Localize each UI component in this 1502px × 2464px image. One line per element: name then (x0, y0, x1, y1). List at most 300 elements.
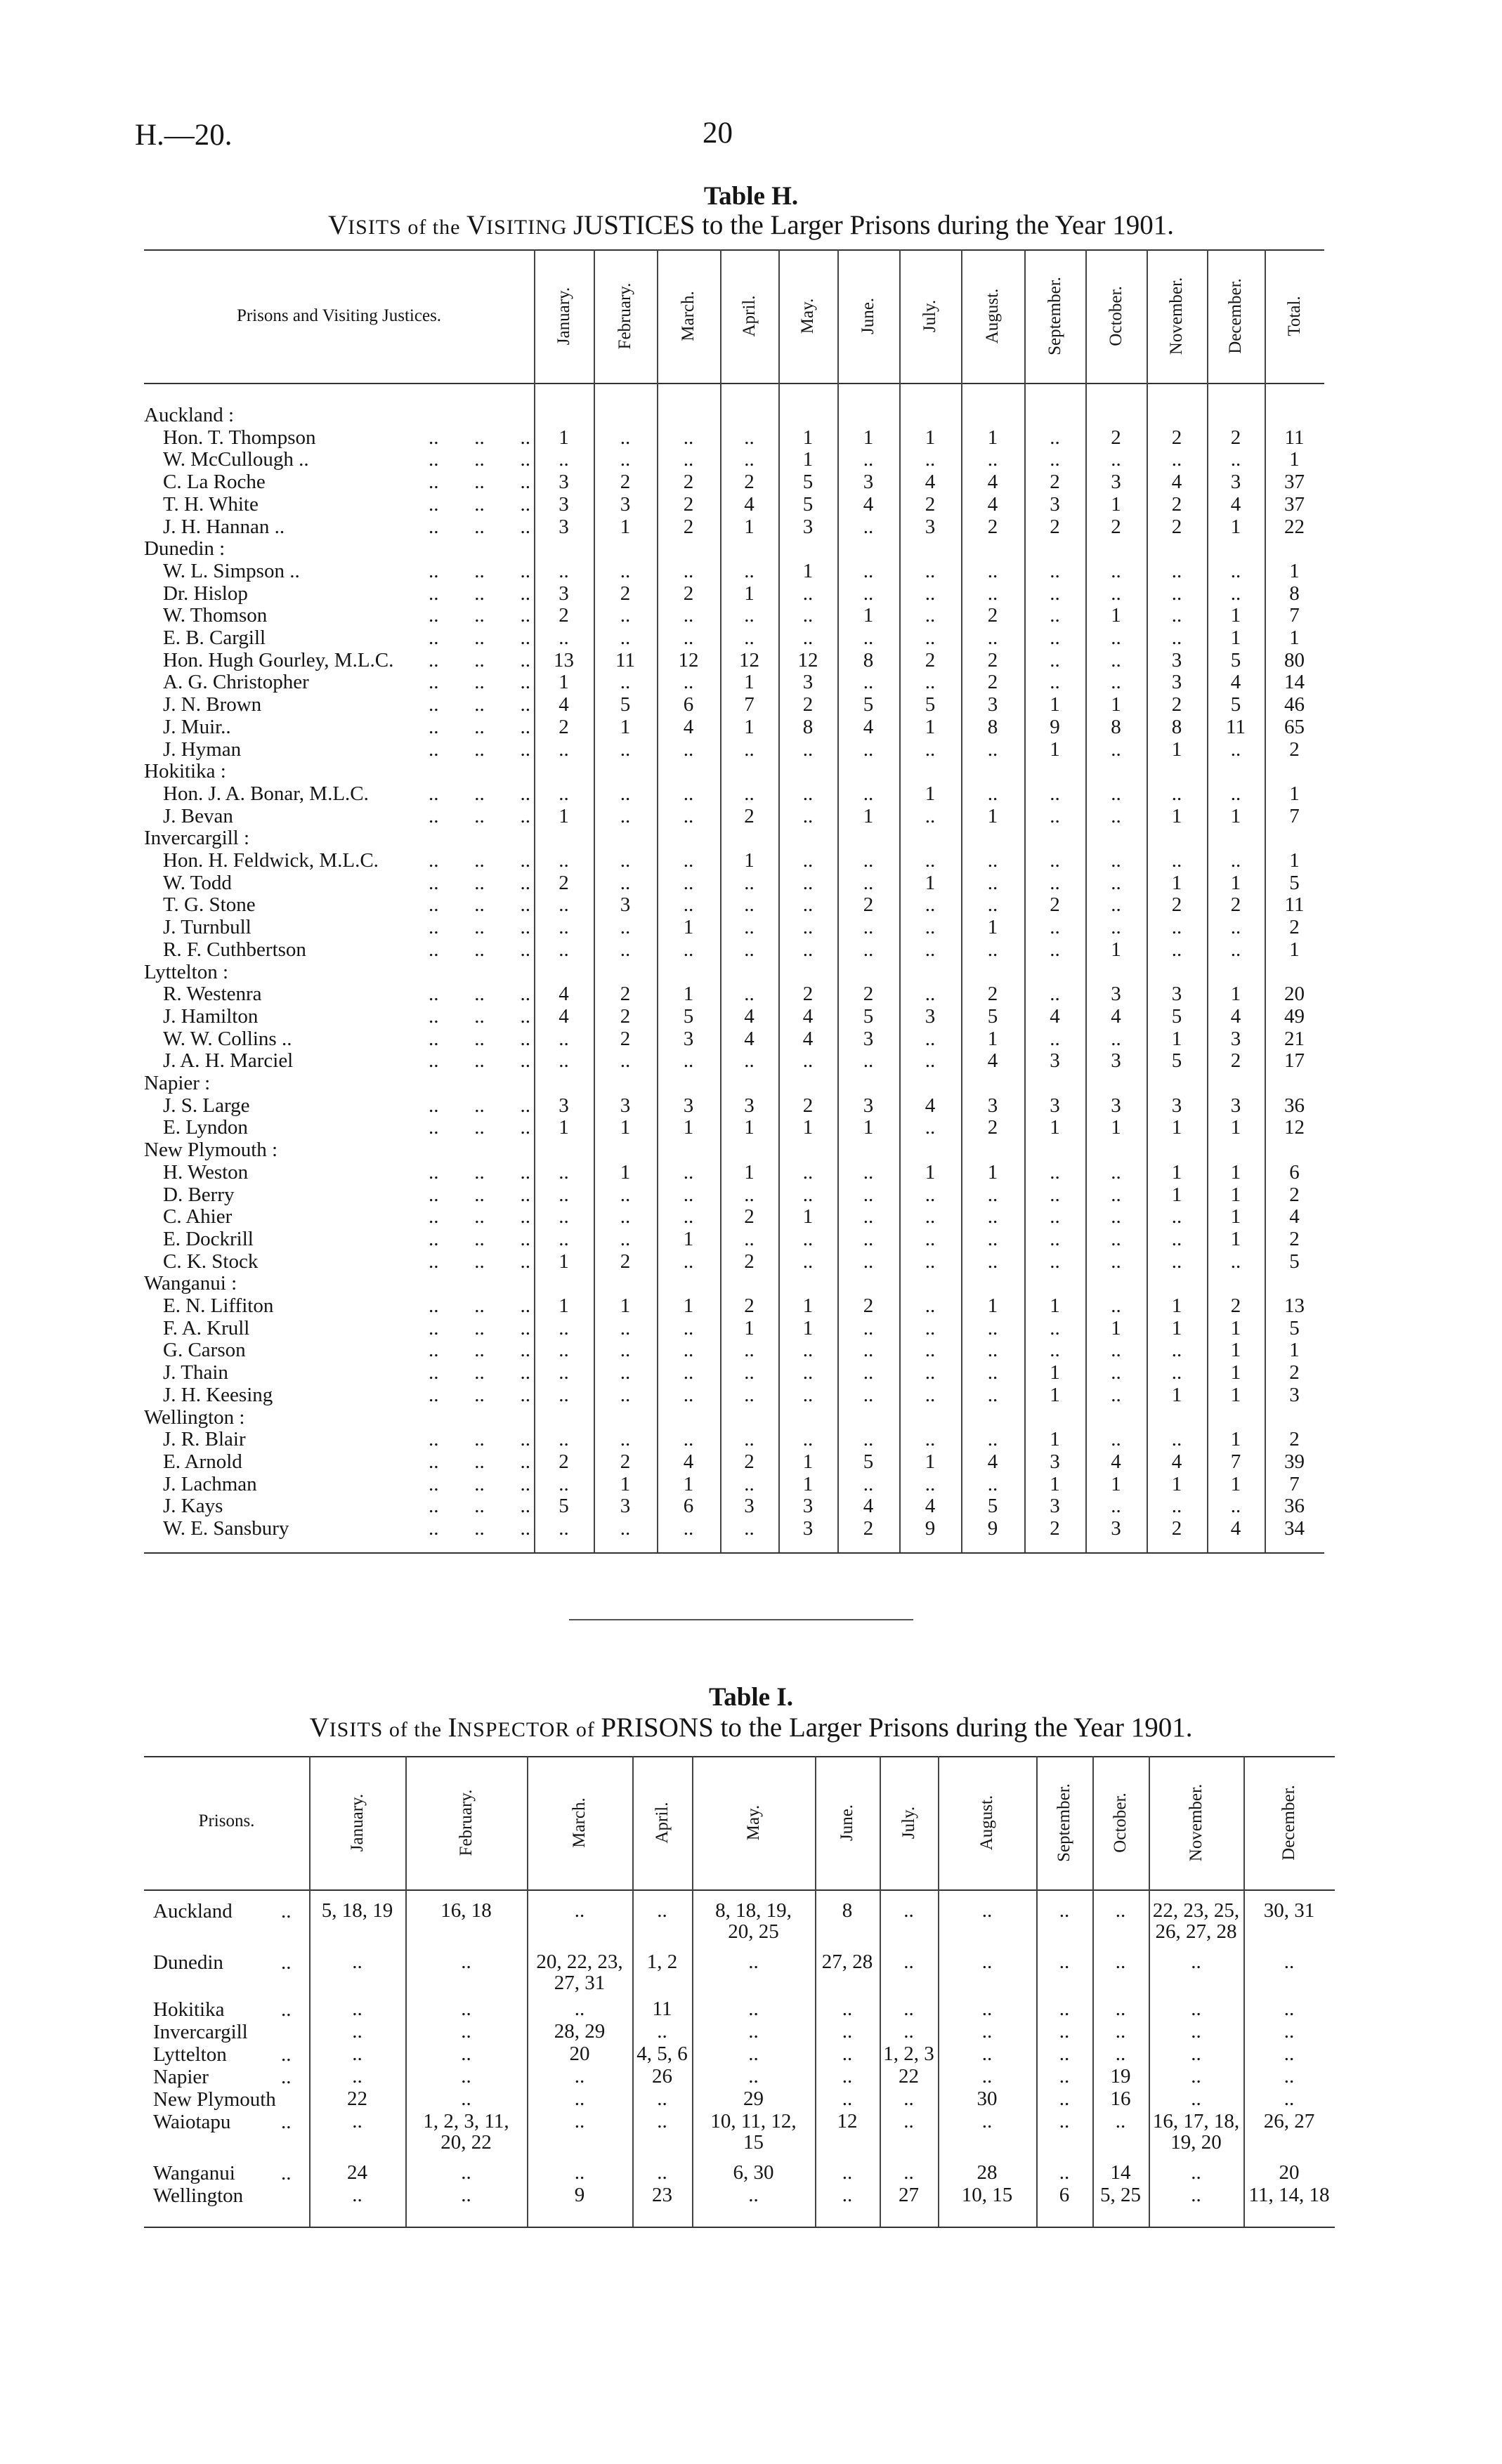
table-h-cell: .. (683, 871, 694, 894)
table-h-cell: .. (925, 893, 936, 917)
table-h-cell: .. (802, 871, 814, 894)
table-h-cell: .. (863, 559, 874, 582)
leader-dots: .. .. .. (429, 1361, 530, 1384)
table-i-cell: .. (461, 1951, 471, 1973)
table-h-cell: 5 (925, 693, 936, 716)
table-h-cell: .. (1230, 582, 1241, 605)
table-i-cell: .. (1059, 1951, 1070, 1973)
table-h-cell: 8 (987, 715, 998, 738)
table-i-cell: 30 (977, 2088, 998, 2110)
table-h-cell: .. (559, 849, 569, 872)
table-h-cell: 2 (1289, 1428, 1300, 1451)
table-h-cell: 2 (559, 871, 569, 894)
table-h-cell: .. (863, 1183, 874, 1206)
table-i-cell: .. (1284, 2020, 1295, 2043)
table-h-cell: .. (987, 1205, 998, 1228)
table-h-cell: 6 (1289, 1160, 1300, 1184)
leader-dots: .. .. .. (429, 1250, 530, 1273)
table-i-row-label: Napier (153, 2066, 209, 2088)
table-h-cell: 4 (863, 492, 874, 516)
table-h-cell: .. (744, 782, 755, 805)
table-h-cell: 1 (1289, 448, 1300, 471)
table-h-month-header: March. (679, 291, 698, 341)
table-i-cell: 20 (569, 2043, 590, 2065)
table-h-cell: .. (1111, 1160, 1121, 1184)
table-i-cell: .. (903, 1951, 914, 1973)
leader-dots: .. .. .. (429, 1160, 530, 1184)
table-h-cell: 1 (683, 1295, 694, 1317)
table-h-cell: 2 (559, 1450, 569, 1473)
table-h-cell: .. (1230, 849, 1241, 872)
table-h-cell: .. (925, 582, 936, 605)
table-h-cell: 2 (987, 648, 998, 671)
table-h-cell: .. (620, 1205, 631, 1228)
table-h-cell: 3 (1171, 648, 1182, 671)
table-h-cell: .. (1050, 804, 1060, 827)
table-h-cell: .. (863, 916, 874, 939)
table-h-cell: .. (863, 1383, 874, 1406)
leader-dots: .. .. .. (429, 471, 530, 494)
table-h-cell: 2 (1289, 1183, 1300, 1206)
table-h-cell: 2 (1050, 515, 1060, 538)
table-h-cell: 1 (559, 1295, 569, 1317)
table-h-cell: 3 (802, 671, 814, 694)
leader-dots: .. .. .. (429, 604, 530, 627)
table-h-cell: .. (683, 1361, 694, 1384)
table-i-cell: .. (903, 2110, 914, 2132)
table-h-cell: .. (1050, 627, 1060, 649)
table-i-cell: .. (1059, 2020, 1070, 2043)
table-h-cell: .. (802, 1428, 814, 1451)
table-h-cell: 1 (1171, 1472, 1182, 1495)
table-h-cell: .. (1111, 1495, 1121, 1518)
table-h-cell: 3 (1171, 671, 1182, 694)
table-h-cell: 2 (987, 671, 998, 694)
table-h-cell: 4 (1171, 471, 1182, 494)
table-h-cell: .. (925, 983, 936, 1006)
table-h-cell: 1 (620, 1116, 631, 1139)
table-i-cell: 1, 2, 3 (883, 2043, 934, 2065)
table-i-cell: .. (1284, 1998, 1295, 2020)
table-h-cell: .. (744, 627, 755, 649)
table-h-group-label: Auckland : (144, 404, 235, 426)
table-h-cell: 2 (620, 1450, 631, 1473)
table-h-cell: .. (1050, 648, 1060, 671)
table-h-row-label: J. A. H. Marciel (163, 1049, 294, 1073)
table-h-cell: .. (802, 1183, 814, 1206)
table-h-row-label: J. Muir.. (163, 715, 231, 738)
table-h-cell: 1 (925, 871, 936, 894)
table-h-cell: 2 (744, 1295, 755, 1317)
table-h-cell: 3 (987, 1094, 998, 1117)
table-h-cell: 1 (1050, 1428, 1060, 1451)
table-h-cell: 3 (559, 492, 569, 516)
table-h-cell: 2 (863, 1295, 874, 1317)
table-i-subtitle: VISITS of the INSPECTOR of PRISONS to the Larger Prisons during the Year 1901. (309, 1712, 1193, 1743)
table-h-cell: .. (1111, 1383, 1121, 1406)
table-h-cell: 1 (1111, 1472, 1121, 1495)
table-h-cell: .. (559, 627, 569, 649)
table-h-cell: 7 (744, 693, 755, 716)
table-h-cell: 2 (1230, 1295, 1241, 1317)
table-h-cell: 3 (802, 1517, 814, 1540)
table-h-cell: 4 (925, 471, 936, 494)
table-h-cell: .. (744, 738, 755, 761)
table-i-cell: .. (352, 2184, 363, 2206)
table-h-cell: .. (925, 849, 936, 872)
table-h-cell: 1 (620, 1295, 631, 1317)
table-h-cell: .. (1171, 1339, 1182, 1362)
table-h-cell: .. (744, 1049, 755, 1073)
table-i-cell: .. (574, 1899, 585, 1922)
table-h-cell: 2 (744, 471, 755, 494)
table-h-cell: .. (683, 782, 694, 805)
table-h-row-label: J. Bevan (163, 804, 233, 827)
table-h-cell: .. (559, 1361, 569, 1384)
table-i-cell: .. (1115, 2110, 1126, 2132)
table-i-cell: .. (1191, 2020, 1201, 2043)
table-h-cell: 4 (1289, 1205, 1300, 1228)
table-h-cell: 3 (1230, 1094, 1241, 1117)
table-h-cell: 4 (987, 471, 998, 494)
table-h-cell: 22 (1284, 515, 1305, 538)
table-h-cell: 3 (987, 693, 998, 716)
table-i-cell: 12 (837, 2110, 858, 2132)
table-h-cell: 2 (620, 582, 631, 605)
table-h-cell: 1 (1111, 604, 1121, 627)
table-h-cell: 1 (802, 1316, 814, 1339)
table-h-cell: 1 (1230, 1160, 1241, 1184)
table-i-month-header: October. (1111, 1793, 1130, 1853)
table-h-cell: 4 (1230, 1517, 1241, 1540)
table-i-cell: .. (903, 1998, 914, 2020)
table-h-cell: 8 (863, 648, 874, 671)
table-i-col-rule (1036, 1756, 1038, 2227)
table-h-cell: .. (1230, 916, 1241, 939)
table-h-cell: .. (559, 1428, 569, 1451)
table-h-cell: .. (559, 1517, 569, 1540)
table-h-cell: .. (744, 893, 755, 917)
table-h-cell: .. (987, 1472, 998, 1495)
table-i-cell: .. (981, 2110, 993, 2132)
table-h-cell: .. (925, 559, 936, 582)
table-h-cell: 4 (744, 1004, 755, 1028)
table-h-cell: .. (559, 1316, 569, 1339)
table-h-cell: .. (925, 1183, 936, 1206)
table-h-cell: 3 (863, 471, 874, 494)
table-h-cell: .. (863, 1316, 874, 1339)
table-i-col-rule (405, 1756, 407, 2227)
table-h-month-header: September. (1045, 277, 1064, 355)
leader-dots: .. .. .. (429, 648, 530, 671)
table-i-row-label: Lyttelton (153, 2043, 227, 2066)
table-h-cell: 5 (683, 1004, 694, 1028)
table-h-cell: .. (1230, 559, 1241, 582)
table-h-cell: 8 (1289, 582, 1300, 605)
table-i-cell: .. (981, 2020, 993, 2043)
table-h-cell: .. (620, 938, 631, 961)
table-i-cell: .. (903, 2161, 914, 2184)
table-i-cell: 5, 25 (1100, 2184, 1141, 2206)
table-i-cell: .. (981, 2043, 993, 2065)
table-h-cell: .. (987, 849, 998, 872)
table-h-cell: .. (683, 1383, 694, 1406)
table-h-cell: .. (620, 627, 631, 649)
table-h-cell: .. (744, 559, 755, 582)
table-i-cell: .. (1191, 1951, 1201, 1973)
table-h-cell: 1 (1230, 515, 1241, 538)
table-i-month-header: March. (570, 1797, 589, 1848)
table-h-cell: 5 (863, 1004, 874, 1028)
table-h-cell: .. (1230, 1495, 1241, 1518)
table-h-cell: .. (744, 1517, 755, 1540)
table-h-cell: .. (1111, 671, 1121, 694)
table-i-cell: 23 (652, 2184, 672, 2206)
table-h-cell: 2 (1050, 471, 1060, 494)
table-h-cell: 4 (1230, 671, 1241, 694)
leader-dots: .. .. .. (429, 671, 530, 694)
table-h-cell: .. (1171, 448, 1182, 471)
table-i-cell: .. (842, 1998, 853, 2020)
table-h-cell: 2 (1111, 515, 1121, 538)
table-h-cell: 1 (1289, 1339, 1300, 1362)
table-h-row-label: J. Hyman (163, 738, 242, 761)
table-h-cell: .. (1050, 916, 1060, 939)
table-i-cell: .. (903, 1899, 914, 1922)
leader-dots: .. .. .. (429, 804, 530, 827)
table-h-cell: 4 (744, 492, 755, 516)
table-h-cell: 1 (559, 671, 569, 694)
table-h-cell: 1 (1289, 782, 1300, 805)
table-h-cell: .. (802, 1160, 814, 1184)
table-i-cell: 19 (1110, 2065, 1131, 2088)
table-h-cell: 2 (1171, 492, 1182, 516)
table-h-cell: 1 (802, 1116, 814, 1139)
leader-dots: .. .. .. (429, 916, 530, 939)
table-h-cell: 4 (925, 1495, 936, 1518)
table-h-cell: 3 (1111, 471, 1121, 494)
table-i-col-rule (632, 1756, 634, 2227)
table-h-cell: 2 (620, 983, 631, 1006)
table-i-cell: .. (657, 2110, 667, 2132)
table-h-cell: 2 (683, 471, 694, 494)
table-i-cell: .. (1115, 2043, 1126, 2065)
table-h-cell: .. (1111, 1361, 1121, 1384)
table-h-cell: .. (683, 1428, 694, 1451)
table-h-cell: .. (683, 1205, 694, 1228)
table-h-cell: .. (683, 849, 694, 872)
leader-dots: .. .. .. (429, 1116, 530, 1139)
table-h-cell: 1 (744, 582, 755, 605)
leader-dots: .. .. .. (429, 782, 530, 805)
table-h-cell: .. (1171, 938, 1182, 961)
table-h-cell: .. (559, 1049, 569, 1073)
table-h-cell: .. (1050, 604, 1060, 627)
table-h-cell: 1 (744, 1116, 755, 1139)
table-i-cell: 22, 23, 25, 26, 27, 28 (1152, 1899, 1240, 1943)
table-h-cell: .. (863, 1205, 874, 1228)
table-h-cell: .. (1111, 893, 1121, 917)
table-h-cell: .. (987, 782, 998, 805)
table-h-cell: .. (863, 515, 874, 538)
table-h-cell: 3 (1111, 1049, 1121, 1073)
table-i-cell: 8, 18, 19, 20, 25 (715, 1899, 792, 1943)
table-h-cell: 8 (802, 715, 814, 738)
table-i-row-label: Wellington (153, 2184, 244, 2207)
table-i-col-rule (938, 1756, 939, 2227)
table-h-cell: .. (1111, 1183, 1121, 1206)
table-h-cell: 1 (1230, 871, 1241, 894)
table-h-cell: 1 (744, 715, 755, 738)
leader-dots: .. .. .. (429, 582, 530, 605)
table-h-cell: .. (683, 893, 694, 917)
leader-dots: .. .. .. (429, 1428, 530, 1451)
table-h-cell: 2 (1171, 1517, 1182, 1540)
table-i-month-header: April. (652, 1802, 672, 1844)
table-h-group-label: Hokitika : (144, 760, 226, 783)
table-i-cell: 20 (1279, 2161, 1300, 2184)
table-h-cell: 2 (802, 693, 814, 716)
table-h-cell: 1 (987, 426, 998, 449)
table-h-row-label: J. H. Hannan .. (163, 515, 285, 538)
table-h-cell: .. (744, 916, 755, 939)
table-h-cell: 1 (1230, 1183, 1241, 1206)
table-h-cell: .. (1111, 849, 1121, 872)
table-h-cell: .. (1050, 426, 1060, 449)
table-h-row-label: Hon. Hugh Gourley, M.L.C. (163, 648, 394, 671)
table-h-cell: 3 (1050, 492, 1060, 516)
table-i-cell: .. (748, 1951, 759, 1973)
table-h-cell: 1 (925, 1450, 936, 1473)
table-h-cell: 1 (1111, 492, 1121, 516)
table-i-cell: .. (1191, 2088, 1201, 2110)
table-h-cell: 80 (1284, 648, 1305, 671)
table-h-cell: 3 (683, 1027, 694, 1050)
table-h-cell: 2 (925, 648, 936, 671)
table-h-cell: .. (1050, 938, 1060, 961)
table-h-cell: 11 (615, 648, 635, 671)
leader-dots: .. .. .. (429, 893, 530, 917)
table-h-cell: 3 (802, 515, 814, 538)
table-i-cell: 29 (743, 2088, 764, 2110)
table-h-cell: .. (683, 604, 694, 627)
leader-dots: .. .. .. (429, 1183, 530, 1206)
table-h-month-header: July. (920, 299, 939, 333)
table-h-cell: .. (683, 1250, 694, 1273)
table-h-cell: 1 (802, 1205, 814, 1228)
table-h-cell: .. (925, 1472, 936, 1495)
table-h-cell: 2 (1171, 426, 1182, 449)
table-h-cell: .. (683, 671, 694, 694)
table-h-cell: .. (620, 1049, 631, 1073)
table-h-cell: .. (559, 938, 569, 961)
table-h-cell: .. (1111, 1227, 1121, 1250)
table-h-cell: .. (620, 916, 631, 939)
table-h-cell: .. (925, 627, 936, 649)
table-h-cell: .. (1171, 849, 1182, 872)
table-h-cell: 1 (1171, 1383, 1182, 1406)
table-h-cell: .. (802, 582, 814, 605)
table-h-row-label: W. Todd (163, 871, 232, 894)
table-h-cell: .. (987, 448, 998, 471)
table-h-month-header: April. (739, 295, 759, 337)
leader-dots: .. .. .. (429, 938, 530, 961)
table-h-cell: .. (987, 1316, 998, 1339)
table-h-cell: .. (620, 738, 631, 761)
table-i-cell: 11, 14, 18 (1248, 2184, 1330, 2206)
table-h-cell: 1 (620, 515, 631, 538)
table-i-cell: 5, 18, 19 (321, 1899, 393, 1922)
table-h-cell: 1 (1171, 871, 1182, 894)
table-i-cell: 20, 22, 23, 27, 31 (536, 1951, 623, 1994)
table-h-cell: 1 (1050, 1472, 1060, 1495)
table-h-cell: 3 (1289, 1383, 1300, 1406)
table-i-col-rule (1149, 1756, 1150, 2227)
table-h-cell: 4 (1111, 1450, 1121, 1473)
table-h-cell: 14 (1284, 671, 1305, 694)
table-h-cell: 2 (1111, 426, 1121, 449)
table-i-cell: .. (1284, 2043, 1295, 2065)
table-i-cell: 16 (1110, 2088, 1131, 2110)
table-h-cell: 4 (1230, 1004, 1241, 1028)
table-i-cell: .. (1115, 2020, 1126, 2043)
table-h-cell: .. (1230, 1250, 1241, 1273)
table-h-cell: 2 (1050, 1517, 1060, 1540)
table-h-cell: 5 (1289, 1316, 1300, 1339)
table-h-cell: 49 (1284, 1004, 1305, 1028)
table-h-cell: .. (863, 1160, 874, 1184)
table-h-cell: .. (1171, 1361, 1182, 1384)
table-i-month-header: February. (456, 1789, 476, 1856)
table-i-cell: .. (657, 1899, 667, 1922)
table-h-cell: .. (1111, 738, 1121, 761)
table-i-cell: .. (748, 2184, 759, 2206)
table-i-cell: 4, 5, 6 (636, 2043, 688, 2065)
table-h-cell: 7 (1289, 1472, 1300, 1495)
table-h-cell: 5 (1230, 648, 1241, 671)
table-h-cell: 1 (1289, 627, 1300, 649)
leader-dots: .. .. .. (429, 738, 530, 761)
table-i-cell: 28 (977, 2161, 998, 2184)
leader-dots: .. .. .. (429, 1205, 530, 1228)
table-h-cell: 2 (987, 515, 998, 538)
table-h-cell: 1 (1050, 1295, 1060, 1317)
table-h-cell: 1 (1171, 1116, 1182, 1139)
table-h-cell: 5 (802, 471, 814, 494)
table-h-cell: .. (683, 559, 694, 582)
table-h-cell: 1 (683, 1472, 694, 1495)
table-i-cell: .. (461, 1998, 471, 2020)
table-h-month-header: November. (1167, 277, 1186, 355)
table-h-cell: .. (863, 1049, 874, 1073)
table-h-cell: .. (744, 1472, 755, 1495)
table-h-cell: .. (620, 1316, 631, 1339)
table-h-cell: .. (1171, 782, 1182, 805)
table-i-cell: .. (352, 2043, 363, 2065)
table-h-cell: .. (987, 738, 998, 761)
table-h-cell: .. (1171, 916, 1182, 939)
leader-dots: .. .. .. (429, 1027, 530, 1050)
table-h-cell: 11 (1284, 426, 1305, 449)
table-h-row-label: J. Thain (163, 1361, 228, 1384)
table-h-cell: 1 (987, 916, 998, 939)
table-i-cell: .. (1115, 1899, 1126, 1922)
table-h-cell: 1 (1230, 983, 1241, 1006)
table-h-cell: .. (925, 448, 936, 471)
table-i-cell: .. (842, 2184, 853, 2206)
table-h-cell: 3 (1111, 1517, 1121, 1540)
table-h-cell: .. (987, 1428, 998, 1451)
